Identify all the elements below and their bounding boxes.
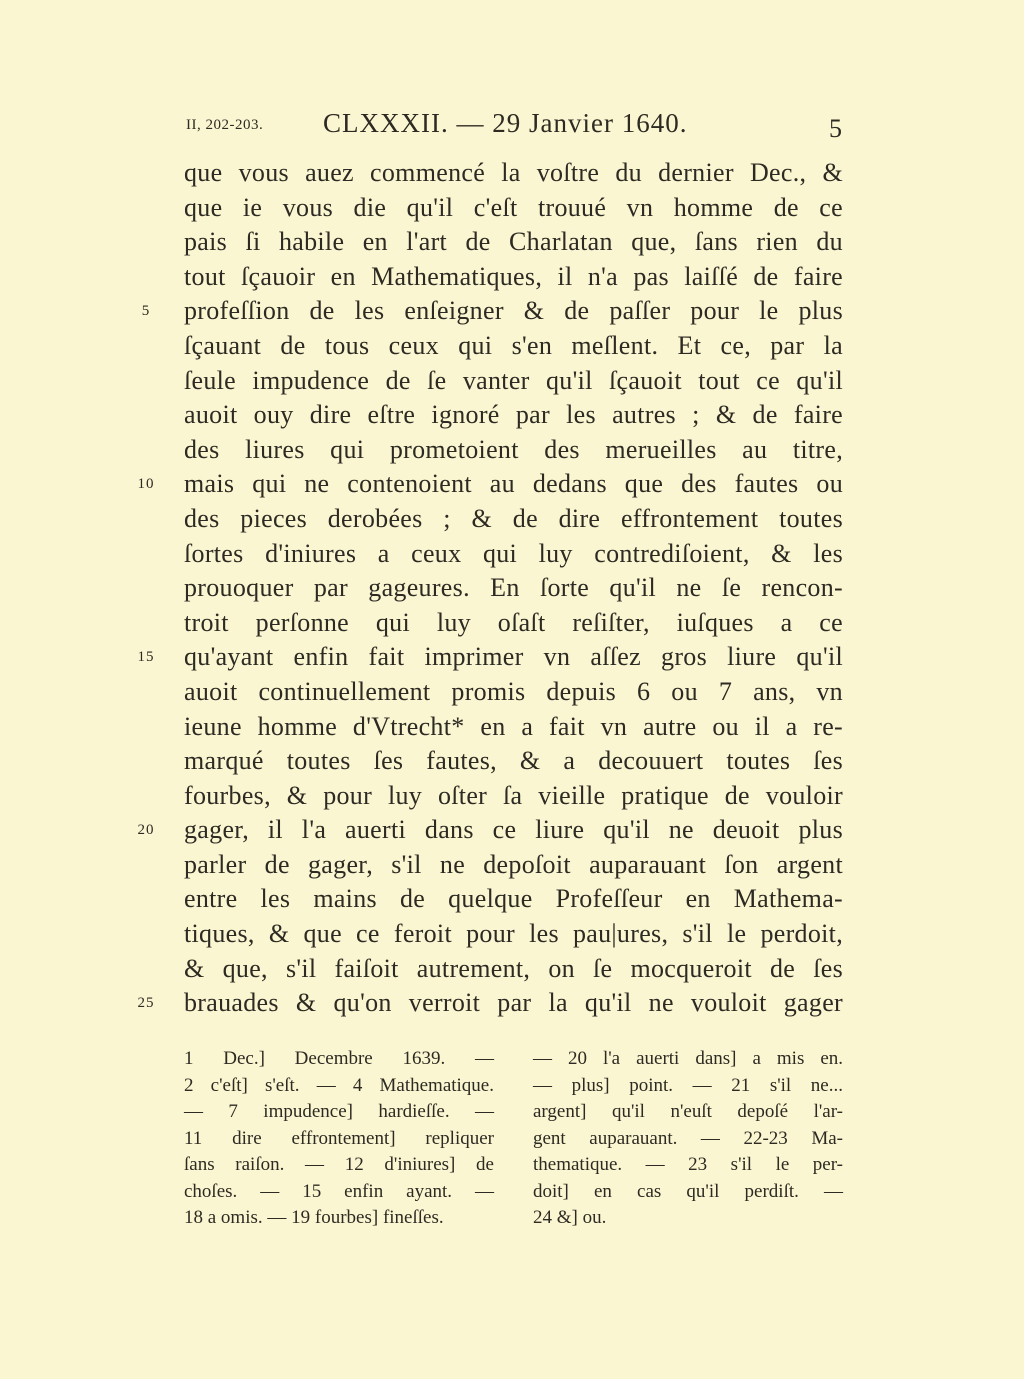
line-text: ſeule impudence de ſe vanter qu'il ſçauoit tout ce qu'il bbox=[184, 365, 843, 395]
footnote-line: choſes. — 15 enfin ayant. — bbox=[184, 1180, 494, 1202]
footnotes-right-column bbox=[533, 1046, 843, 1232]
text-line bbox=[184, 537, 843, 572]
text-line bbox=[184, 952, 843, 987]
text-line bbox=[184, 779, 843, 814]
text-line bbox=[184, 225, 843, 260]
line-number: 5 bbox=[141, 303, 151, 320]
text-line bbox=[184, 364, 843, 399]
text-line bbox=[184, 191, 843, 226]
line-text: ieune homme d'Vtrecht* en a fait vn autre ou il a re- bbox=[184, 711, 843, 741]
text-line bbox=[184, 502, 843, 537]
line-text: profeſſion de les enſeigner & de paſſer pour le plus bbox=[184, 296, 843, 326]
line-text: pais ſi habile en l'art de Charlatan que, ſans rien du bbox=[184, 227, 843, 257]
line-text: auoit continuellement promis depuis 6 ou 7 ans, vn bbox=[184, 676, 843, 706]
line-text: qu'ayant enfin fait imprimer vn aſſez gros liure qu'il bbox=[184, 642, 843, 672]
running-header bbox=[0, 108, 1024, 144]
line-number: 20 bbox=[137, 822, 155, 839]
text-line bbox=[184, 433, 843, 468]
line-text: & que, s'il faiſoit autrement, on ſe mocqueroit de ſes bbox=[184, 953, 843, 983]
line-text: des liures qui prometoient des merueilles au titre, bbox=[184, 434, 843, 464]
text-line bbox=[184, 571, 843, 606]
line-text: marqué toutes ſes fautes, & a decouuert toutes ſes bbox=[184, 746, 843, 776]
line-text: gager, il l'a auerti dans ce liure qu'il ne deuoit plus bbox=[184, 815, 843, 845]
line-text: mais qui ne contenoient au dedans que des fautes ou bbox=[184, 469, 843, 499]
line-text: parler de gager, s'il ne depoſoit auparauant ſon argent bbox=[184, 849, 843, 879]
text-line bbox=[137, 813, 843, 848]
line-number: 10 bbox=[137, 476, 155, 493]
text-line bbox=[184, 882, 843, 917]
text-line bbox=[184, 710, 843, 745]
line-text: fourbes, & pour luy oſter ſa vieille pratique de vouloir bbox=[184, 780, 843, 810]
text-line bbox=[141, 294, 843, 329]
footnote-line: argent] qu'il n'euſt depoſé l'ar- bbox=[533, 1101, 843, 1122]
footnote-line: ſans raiſon. — 12 d'iniures] de bbox=[184, 1154, 494, 1175]
footnote-line: gent auparauant. — 22-23 Ma- bbox=[533, 1127, 843, 1149]
text-line bbox=[184, 329, 843, 364]
footnote-line: — 20 l'a auerti dans] a mis en. bbox=[533, 1048, 843, 1069]
text-line bbox=[184, 848, 843, 883]
line-text: tout ſçauoir en Mathematiques, il n'a pas laiſſé de faire bbox=[184, 261, 843, 291]
line-text: que ie vous die qu'il c'eſt trouué vn homme de ce bbox=[184, 192, 843, 222]
line-text: ſortes d'iniures a ceux qui luy contrediſoient, & les bbox=[184, 538, 843, 568]
text-line bbox=[184, 606, 843, 641]
text-line bbox=[184, 398, 843, 433]
footnote-line: — 7 impudence] hardieſſe. — bbox=[184, 1101, 494, 1122]
line-text: entre les mains de quelque Profeſſeur en Mathema- bbox=[184, 884, 843, 914]
line-text: brauades & qu'on verroit par la qu'il ne vouloit gager bbox=[184, 988, 843, 1018]
text-line bbox=[184, 744, 843, 779]
footnote-line: 2 c'eſt] s'eſt. — 4 Mathematique. bbox=[184, 1074, 494, 1096]
line-text: ſçauant de tous ceux qui s'en meſlent. Et ce, par la bbox=[184, 330, 843, 360]
letter-body bbox=[137, 156, 843, 1021]
line-text: troit perſonne qui luy oſaſt reſiſter, iuſques a ce bbox=[184, 607, 843, 637]
footnote-line: doit] en cas qu'il perdiſt. — bbox=[533, 1180, 843, 1202]
text-line bbox=[137, 986, 843, 1021]
footnotes-left-column bbox=[184, 1046, 494, 1232]
footnote-line: 18 a omis. — 19 fourbes] fineſſes. bbox=[184, 1207, 444, 1228]
footnote-line: 11 dire effrontement] repliquer bbox=[184, 1127, 494, 1149]
text-line bbox=[137, 467, 843, 502]
line-number: 15 bbox=[137, 649, 155, 666]
line-text: des pieces derobées ; & de dire effrontement toutes bbox=[184, 503, 843, 533]
footnote-line: thematique. — 23 s'il le per- bbox=[533, 1154, 843, 1175]
line-number: 25 bbox=[137, 995, 155, 1012]
line-text: que vous auez commencé la voſtre du dernier Dec., & bbox=[184, 158, 843, 187]
text-line bbox=[184, 917, 843, 952]
text-line bbox=[137, 640, 843, 675]
footnote-line: 24 &] ou. bbox=[533, 1207, 607, 1228]
text-line bbox=[184, 675, 843, 710]
footnote-line: — plus] point. — 21 s'il ne... bbox=[533, 1074, 843, 1096]
footnote-line: 1 Dec.] Decembre 1639. — bbox=[184, 1048, 494, 1069]
line-text: auoit ouy dire eſtre ignoré par les autres ; & de faire bbox=[184, 400, 843, 430]
page-number: 5 bbox=[829, 114, 842, 143]
page-reference: II, 202-203. bbox=[186, 117, 264, 133]
line-text: prouoquer par gageures. En ſorte qu'il ne ſe rencon- bbox=[184, 573, 843, 603]
text-line bbox=[184, 156, 843, 191]
letter-title: CLXXXII. — 29 Janvier 1640. bbox=[323, 108, 688, 138]
text-line bbox=[184, 260, 843, 295]
line-text: tiques, & que ce feroit pour les pau|ures, s'il le perdoit, bbox=[184, 919, 843, 949]
